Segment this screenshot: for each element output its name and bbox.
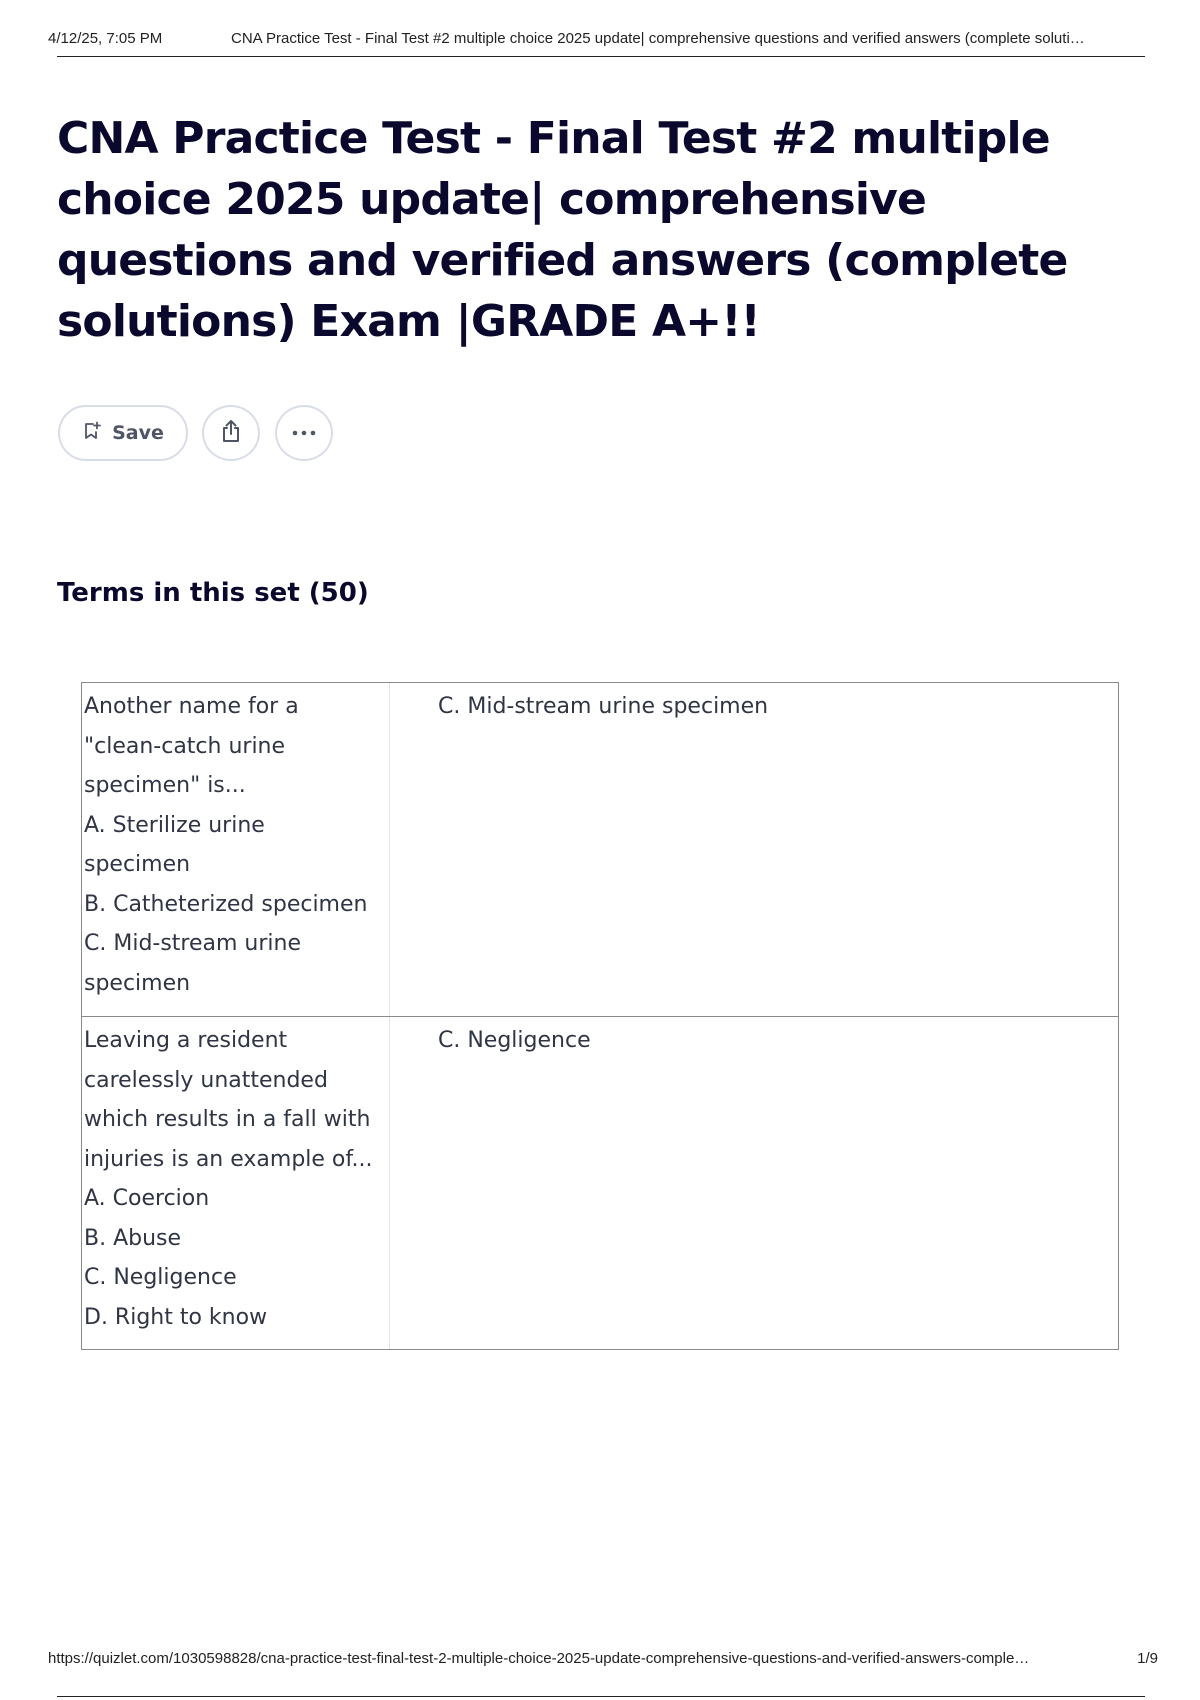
question-line: injuries is an example of...: [84, 1146, 373, 1172]
page-number: 1/9: [1137, 1650, 1158, 1667]
print-url: https://quizlet.com/1030598828/cna-practice-test-final-test-2-multiple-choice-2025-update-comprehensive-questions-and-verified-answers-comple…: [48, 1650, 1030, 1667]
term-question: [82, 683, 390, 1016]
more-options-button[interactable]: [275, 405, 333, 461]
save-button[interactable]: [58, 405, 188, 461]
term-question: [82, 1017, 390, 1349]
question-line: carelessly unattended: [84, 1067, 328, 1093]
terms-table: [81, 682, 1119, 1350]
footer-divider: [57, 1696, 1145, 1697]
question-line: A. Coercion: [84, 1186, 210, 1211]
share-icon: [218, 418, 244, 449]
question-line: specimen: [84, 852, 191, 877]
question-line: which results in a fall with: [84, 1107, 371, 1132]
save-label: Save: [112, 422, 164, 444]
term-answer: C. Mid-stream urine specimen: [438, 694, 769, 719]
question-line: specimen: [84, 970, 191, 996]
term-row[interactable]: [82, 683, 1118, 1017]
question-line: C. Negligence: [84, 1265, 237, 1290]
share-button[interactable]: [202, 405, 260, 461]
header-divider: [57, 56, 1145, 57]
more-horizontal-icon: [291, 424, 317, 442]
term-answer: C. Negligence: [438, 1028, 591, 1053]
question-line: Leaving a resident: [84, 1028, 288, 1053]
print-header: [48, 30, 1145, 56]
page-title: CNA Practice Test - Final Test #2 multiple choice 2025 update| comprehensive questions and verified answers (complete solutions) Exam |GRADE A+!!: [57, 113, 1068, 347]
print-date: 4/12/25, 7:05 PM: [48, 30, 163, 47]
question-line: Another name for a: [84, 694, 299, 719]
question-line: B. Catheterized specimen: [84, 891, 368, 917]
question-line: D. Right to know: [84, 1304, 268, 1330]
terms-heading: Terms in this set (50): [57, 578, 369, 608]
question-line: C. Mid-stream urine: [84, 931, 302, 956]
question-line: specimen" is...: [84, 773, 246, 798]
print-footer: [48, 1650, 1158, 1672]
question-line: "clean-catch urine: [84, 733, 286, 759]
term-row[interactable]: [82, 1017, 1118, 1349]
print-doc-title: CNA Practice Test - Final Test #2 multiple choice 2025 update| comprehensive questions and verified answers (complete soluti…: [231, 30, 1085, 47]
question-line: B. Abuse: [84, 1225, 182, 1251]
bookmark-add-icon: [82, 421, 102, 446]
question-line: A. Sterilize urine: [84, 812, 265, 838]
